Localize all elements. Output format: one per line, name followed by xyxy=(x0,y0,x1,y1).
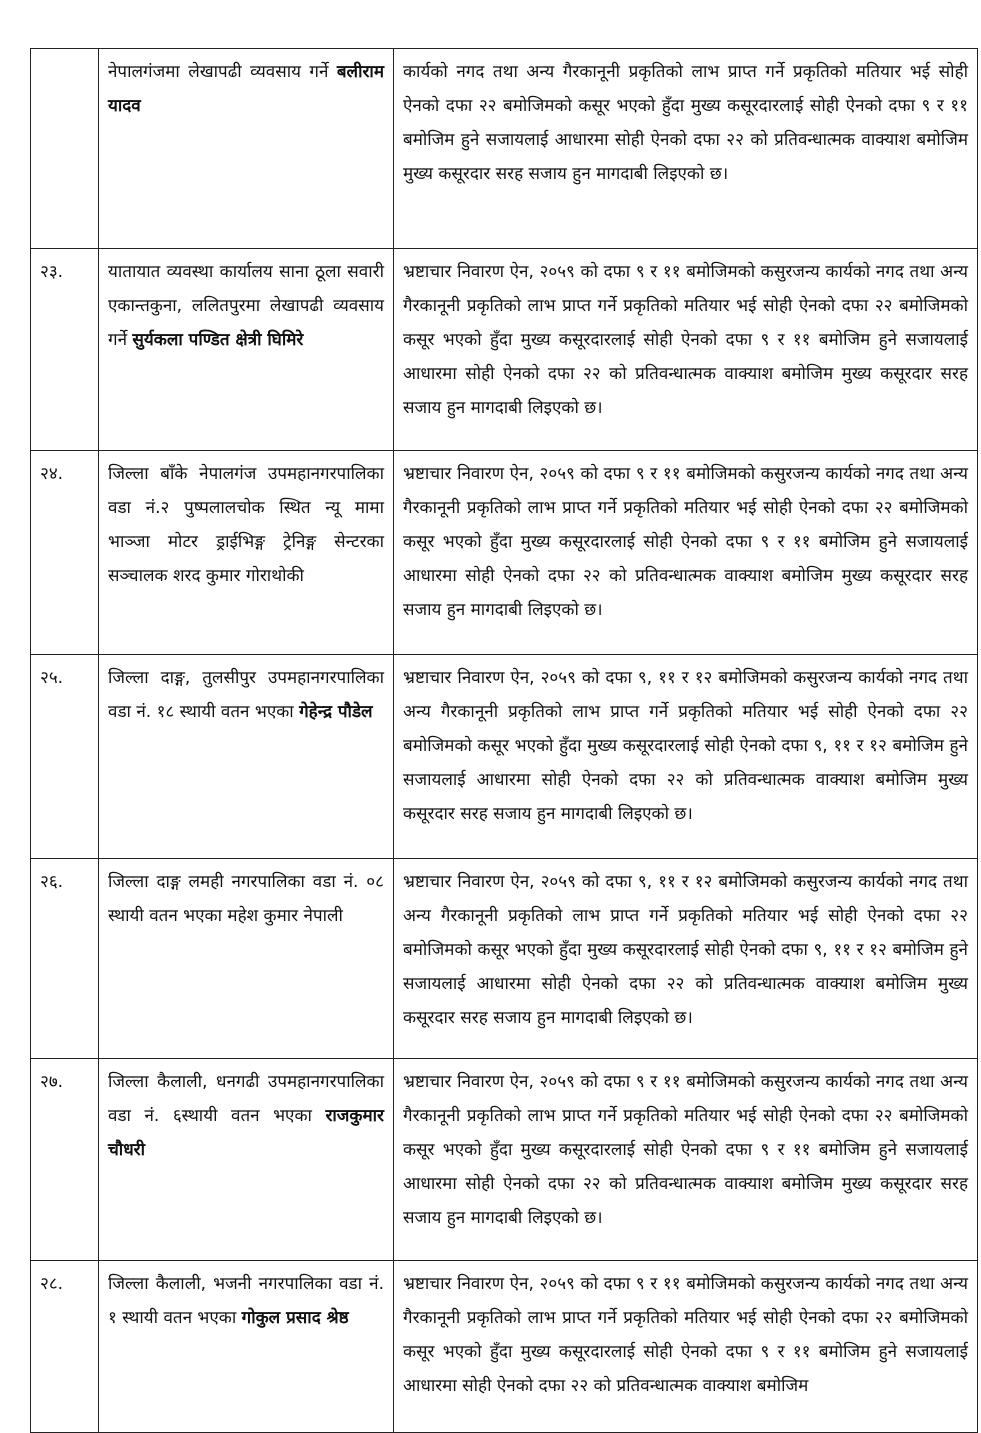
party-description: जिल्ला बाँके नेपालगंज उपमहानगरपालिका वडा नं.२ पुष्पलालचोक स्थित न्यू मामा भाञ्जा मोटर ड्राईभिङ्ग ट्रेनिङ्ग सेन्टरका सञ्चालक शरद कुमार गोराथोकी xyxy=(108,464,384,586)
charge-description-cell xyxy=(394,655,978,859)
party-cell xyxy=(99,655,394,859)
charge-description: भ्रष्टाचार निवारण ऐन, २०५९ को दफा ९ र ११ बमोजिमको कसुरजन्य कार्यको नगद तथा अन्य गैरकानूनी प्रकृतिको लाभ प्राप्त गर्ने प्रकृतिको मतियार भई सोही ऐनको दफा २२ बमोजिमको कसूर भएको हुँदा मुख्य कसूरदारलाई सोही ऐनको दफा ९ र ११ बमोजिम हुने सजायलाई आधारमा सोही ऐनको दफा २२ को प्रतिवन्धात्मक वाक्याश बमोजिम मुख्य कसूरदार सरह सजाय हुन मागदाबी लिइएको छ। xyxy=(403,1072,968,1228)
party-description: नेपालगंजमा लेखापढी व्यवसाय गर्ने xyxy=(108,62,329,82)
charge-description-cell xyxy=(394,451,978,655)
serial-number: २४. xyxy=(31,451,99,655)
party-details xyxy=(108,865,384,933)
serial-number: २५. xyxy=(31,655,99,859)
party-details xyxy=(108,1065,384,1167)
serial-number: २८. xyxy=(31,1261,99,1433)
table-row xyxy=(31,655,978,859)
serial-number: २७. xyxy=(31,1059,99,1261)
charge-description: भ्रष्टाचार निवारण ऐन, २०५९ को दफा ९ र ११ बमोजिमको कसुरजन्य कार्यको नगद तथा अन्य गैरकानूनी प्रकृतिको लाभ प्राप्त गर्ने प्रकृतिको मतियार भई सोही ऐनको दफा २२ बमोजिमको कसूर भएको हुँदा मुख्य कसूरदारलाई सोही ऐनको दफा ९ र ११ बमोजिम हुने सजायलाई आधारमा सोही ऐनको दफा २२ को प्रतिवन्धात्मक वाक्याश बमोजिम xyxy=(403,1274,968,1396)
charge-description-cell xyxy=(394,859,978,1059)
charge-description: भ्रष्टाचार निवारण ऐन, २०५९ को दफा ९, ११ र १२ बमोजिमको कसुरजन्य कार्यको नगद तथा अन्य गैरकानूनी प्रकृतिको लाभ प्राप्त गर्ने प्रकृतिको मतियार भई सोही ऐनको दफा २२ बमोजिमको कसूर भएको हुँदा मुख्य कसूरदारलाई सोही ऐनको दफा ९, ११ र १२ बमोजिम हुने सजायलाई आधारमा सोही ऐनको दफा २२ को प्रतिवन्धात्मक वाक्याश बमोजिम मुख्य कसूरदार सरह सजाय हुन मागदाबी लिइएको छ। xyxy=(403,668,968,824)
party-cell xyxy=(99,1059,394,1261)
table-row xyxy=(31,249,978,451)
charge-description-cell xyxy=(394,49,978,249)
charge-description-cell xyxy=(394,249,978,451)
party-cell xyxy=(99,859,394,1059)
party-name: सुर्यकला पण्डित क्षेत्री घिमिरे xyxy=(132,330,304,350)
party-details xyxy=(108,255,384,357)
party-description: यातायात व्यवस्था कार्यालय साना ठूला सवारी एकान्तकुना, ललितपुरमा लेखापढी व्यवसाय गर्ने xyxy=(108,262,384,350)
party-name: बलीराम यादव xyxy=(108,62,385,116)
party-name: गेहेन्द्र पौडेल xyxy=(299,702,373,722)
party-name: राजकुमार चौधरी xyxy=(108,1106,385,1160)
charge-description: भ्रष्टाचार निवारण ऐन, २०५९ को दफा ९ र ११ बमोजिमको कसुरजन्य कार्यको नगद तथा अन्य गैरकानूनी प्रकृतिको लाभ प्राप्त गर्ने प्रकृतिको मतियार भई सोही ऐनको दफा २२ बमोजिमको कसूर भएको हुँदा मुख्य कसूरदारलाई सोही ऐनको दफा ९ र ११ बमोजिम हुने सजायलाई आधारमा सोही ऐनको दफा २२ को प्रतिवन्धात्मक वाक्याश बमोजिम मुख्य कसूरदार सरह सजाय हुन मागदाबी लिइएको छ। xyxy=(403,262,968,418)
charge-description: भ्रष्टाचार निवारण ऐन, २०५९ को दफा ९, ११ र १२ बमोजिमको कसुरजन्य कार्यको नगद तथा अन्य गैरकानूनी प्रकृतिको लाभ प्राप्त गर्ने प्रकृतिको मतियार भई सोही ऐनको दफा २२ बमोजिमको कसूर भएको हुँदा मुख्य कसूरदारलाई सोही ऐनको दफा ९, ११ र १२ बमोजिम हुने सजायलाई आधारमा सोही ऐनको दफा २२ को प्रतिवन्धात्मक वाक्याश बमोजिम मुख्य कसूरदार सरह सजाय हुन मागदाबी लिइएको छ। xyxy=(403,872,968,1028)
table-row xyxy=(31,859,978,1059)
serial-number: २३. xyxy=(31,249,99,451)
party-cell xyxy=(99,49,394,249)
party-cell xyxy=(99,249,394,451)
document-page xyxy=(30,48,977,1433)
party-details xyxy=(108,55,384,123)
charge-description: कार्यको नगद तथा अन्य गैरकानूनी प्रकृतिको लाभ प्राप्त गर्ने प्रकृतिको मतियार भई सोही ऐनको दफा २२ बमोजिमको कसूर भएको हुँदा मुख्य कसूरदारलाई सोही ऐनको दफा ९ र ११ बमोजिम हुने सजायलाई आधारमा सोही ऐनको दफा २२ को प्रतिवन्धात्मक वाक्याश बमोजिम मुख्य कसूरदार सरह सजाय हुन मागदाबी लिइएको छ। xyxy=(403,62,968,184)
party-description: जिल्ला दाङ्ग, तुलसीपुर उपमहानगरपालिका वडा नं. १८ स्थायी वतन भएका xyxy=(108,668,384,722)
party-description: जिल्ला दाङ्ग लमही नगरपालिका वडा नं. ०८ स्थायी वतन भएका महेश कुमार नेपाली xyxy=(108,872,384,926)
party-description: जिल्ला कैलाली, भजनी नगरपालिका वडा नं. १ स्थायी वतन भएका xyxy=(108,1274,384,1328)
party-description: जिल्ला कैलाली, धनगढी उपमहानगरपालिका वडा नं. ६स्थायी वतन भएका xyxy=(108,1072,384,1126)
table-row xyxy=(31,1261,978,1433)
table-row xyxy=(31,451,978,655)
party-details xyxy=(108,661,384,729)
party-name: गोकुल प्रसाद श्रेष्ठ xyxy=(241,1308,349,1328)
table-row xyxy=(31,49,978,249)
charge-description-cell xyxy=(394,1059,978,1261)
serial-number xyxy=(31,49,99,249)
party-cell xyxy=(99,451,394,655)
party-cell xyxy=(99,1261,394,1433)
charge-description-cell xyxy=(394,1261,978,1433)
party-details xyxy=(108,1267,384,1335)
charge-table xyxy=(30,48,978,1433)
serial-number: २६. xyxy=(31,859,99,1059)
table-row xyxy=(31,1059,978,1261)
charge-description: भ्रष्टाचार निवारण ऐन, २०५९ को दफा ९ र ११ बमोजिमको कसुरजन्य कार्यको नगद तथा अन्य गैरकानूनी प्रकृतिको लाभ प्राप्त गर्ने प्रकृतिको मतियार भई सोही ऐनको दफा २२ बमोजिमको कसूर भएको हुँदा मुख्य कसूरदारलाई सोही ऐनको दफा ९ र ११ बमोजिम हुने सजायलाई आधारमा सोही ऐनको दफा २२ को प्रतिवन्धात्मक वाक्याश बमोजिम मुख्य कसूरदार सरह सजाय हुन मागदाबी लिइएको छ। xyxy=(403,464,968,620)
party-details xyxy=(108,457,384,593)
